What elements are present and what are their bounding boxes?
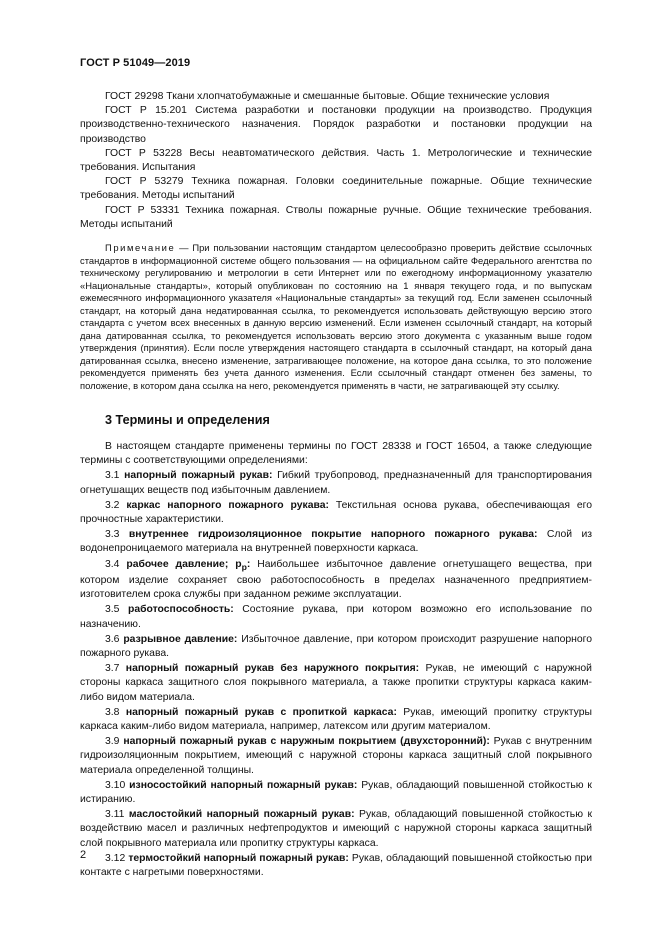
term-name: напорный пожарный рукав без наружного покрытия: bbox=[125, 663, 420, 675]
term-definition: Рукав, имеющий пропитку структуры каркаса каким-либо видом материала, например, латексом или другим материалом. bbox=[80, 706, 592, 732]
note-label: Примечание bbox=[105, 242, 176, 254]
term-definition: Рукав, обладающий повышенной стойкостью к истиранию. bbox=[80, 779, 592, 805]
term-name bbox=[126, 559, 250, 570]
term-item bbox=[80, 735, 592, 778]
term-name: разрывное давление: bbox=[123, 633, 238, 645]
document-header: ГОСТ Р 51049—2019 bbox=[80, 57, 191, 69]
term-item bbox=[80, 558, 592, 603]
term-item bbox=[80, 808, 592, 851]
terms-section bbox=[80, 440, 592, 880]
section-intro: В настоящем стандарте применены термины по ГОСТ 28338 и ГОСТ 16504, а также следующие термины с соответствующими определениями: bbox=[80, 441, 592, 467]
term-definition: Наибольшее избыточное давление огнетушащего вещества, при котором изделие сохраняет свою работоспособность в пределах назначенного предприятием-изготовителем срока службы при заданном режиме эксплуатации. bbox=[80, 558, 592, 601]
section-title: 3 Термины и определения bbox=[105, 413, 270, 428]
term-definition: Рукав, обладающий повышенной стойкостью при контакте с нагретыми поверхностями. bbox=[80, 852, 592, 878]
term-number: 3.8 bbox=[105, 706, 120, 718]
term-item bbox=[80, 469, 592, 497]
term-definition: Слой из водонепроницаемого материала на внутренней поверхности каркаса. bbox=[80, 529, 593, 555]
term-item bbox=[80, 852, 592, 880]
term-name: каркас напорного пожарного рукава: bbox=[126, 499, 329, 511]
term-name-text: рабочее давление; p bbox=[126, 558, 242, 570]
term-number: 3.11 bbox=[105, 809, 125, 821]
term-subscript: р bbox=[241, 561, 247, 572]
term-number: 3.9 bbox=[105, 736, 120, 748]
term-name-end: : bbox=[246, 558, 251, 570]
term-name: термостойкий напорный пожарный рукав: bbox=[128, 852, 349, 864]
term-name: маслостойкий напорный пожарный рукав: bbox=[128, 809, 355, 821]
term-definition: Рукав, обладающий повышенной стойкостью к воздействию масел и различных нефтепродуктов и имеющий с наружной стороны каркаса защитный слой покрывного материала или пропитку структуры каркаса. bbox=[80, 809, 592, 849]
term-number: 3.7 bbox=[105, 663, 120, 675]
term-name: износостойкий напорный пожарный рукав: bbox=[129, 779, 358, 791]
term-name: напорный пожарный рукав с наружным покрытием (двухсторонний): bbox=[123, 736, 490, 748]
reference-item: ГОСТ Р 53279 Техника пожарная. Головки соединительные пожарные. Общие технические требования. Методы испытаний bbox=[80, 176, 592, 202]
term-number: 3.2 bbox=[105, 499, 120, 511]
term-definition: Текстильная основа рукава, обеспечивающая его прочностные характеристики. bbox=[80, 499, 592, 526]
reference-item: ГОСТ Р 53331 Техника пожарная. Стволы пожарные ручные. Общие технические требования. Методы испытаний bbox=[80, 204, 592, 230]
reference-item: ГОСТ 29298 Ткани хлопчатобумажные и смешанные бытовые. Общие технические условия bbox=[105, 91, 550, 102]
term-number: 3.12 bbox=[105, 852, 126, 864]
document-body bbox=[80, 90, 592, 880]
term-name: работоспособность: bbox=[127, 604, 234, 616]
term-definition: Состояние рукава, при котором возможно его использование по назначению. bbox=[80, 604, 592, 630]
term-definition: Гибкий трубопровод, предназначенный для транспортирования огнетушащих веществ под избыточным давлением. bbox=[80, 470, 593, 496]
term-item bbox=[80, 528, 592, 556]
term-definition: Рукав с внутренним гидроизоляционным покрытием, имеющий с наружной стороны каркаса защитный слой покрывного материала определенной толщины. bbox=[80, 736, 593, 776]
term-number: 3.5 bbox=[105, 604, 120, 616]
term-definition: Рукав, не имеющий с наружной стороны каркаса защитного слоя покрывного материала, а также пропитки структуры каркаса каким-либо видом материала. bbox=[80, 663, 592, 703]
term-definition: Избыточное давление, при котором происходит разрушение напорного пожарного рукава. bbox=[80, 633, 593, 659]
term-number: 3.3 bbox=[105, 529, 120, 541]
page-number: 2 bbox=[80, 849, 87, 861]
term-number: 3.4 bbox=[105, 558, 120, 570]
reference-item: ГОСТ Р 15.201 Система разработки и постановки продукции на производство. Продукция производственно-технического назначения. Порядок разработки и постановки продукции на производство bbox=[80, 105, 592, 145]
term-name: напорный пожарный рукав с пропиткой каркаса: bbox=[125, 706, 397, 718]
note-text: — При пользовании настоящим стандартом целесообразно проверить действие ссылочных стандартов в информационной системе общего пользования — на официальном сайте Федерального агентства по техническому регулированию и метрологии в сети Интернет или по ежегодному информационному указателю «Национальные стандарты», который опубликован по состоянию на 1 января текущего года, и по выпускам ежемесячного информационного указателя «Национальные стандарты» за текущий год. Если заменен ссылочный стандарт, на который дана недатированная ссылка, то рекомендуется использовать действующую версию этого стандарта с учетом всех внесенных в данную версию изменений. Если изменен ссылочный стандарт, на который дана датированная ссылка, то рекомендуется использовать версию этого документа с указанным выше годом утверждения (принятия). Если после утверждения настоящего стандарта в ссылочный стандарт, на который дана датированная ссылка, внесено изменение, затрагивающее положение, на которое дана ссылка, то это положение рекомендуется применять без учета данного изменения. Если ссылочный стандарт отменен без замены, то положение, в котором дана ссылка на него, рекомендуется применять в части, не затрагивающей эту ссылку. bbox=[80, 242, 592, 391]
term-item bbox=[80, 633, 592, 661]
term-number: 3.10 bbox=[105, 779, 126, 791]
reference-item: ГОСТ Р 53228 Весы неавтоматического действия. Часть 1. Метрологические и технические требования. Испытания bbox=[80, 147, 592, 174]
term-number: 3.6 bbox=[105, 633, 120, 645]
term-item bbox=[80, 499, 592, 527]
term-item bbox=[80, 662, 592, 705]
term-item bbox=[80, 779, 592, 807]
normative-references bbox=[80, 90, 592, 232]
term-name: напорный пожарный рукав: bbox=[124, 470, 273, 482]
term-name: внутреннее гидроизоляционное покрытие напорного пожарного рукава: bbox=[128, 529, 538, 541]
reference-note bbox=[80, 242, 592, 392]
term-item bbox=[80, 603, 592, 631]
term-item bbox=[80, 706, 592, 734]
term-number: 3.1 bbox=[105, 470, 120, 482]
